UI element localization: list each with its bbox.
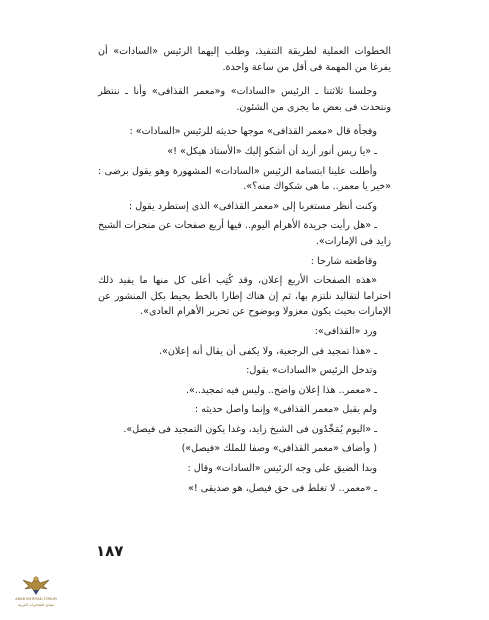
paragraph-16: ( وأضاف «معمر القذافى» وصفا للملك «فيصل») (181, 443, 377, 455)
watermark-line-english: ARAB ENTEFAD FORUM (15, 597, 57, 601)
paragraph-11: ـ «هذا تمجيد فى الرجعية، ولا يكفى أن يقال أنه إعلان». (158, 345, 377, 357)
page-number: ١٨٧ (96, 542, 124, 560)
paragraph-3: وفجأة قال «معمر القذافى» موجها حديثه للرئيس «السادات» : (129, 126, 377, 138)
paragraph-17: وبدا الضيق على وجه الرئيس «السادات» وقال : (187, 463, 377, 475)
body-text (98, 44, 391, 496)
paragraph-12: وتدخل الرئيس «السادات» يقول: (246, 365, 377, 377)
paragraph-7: ـ «هل رأيت جريدة الأهرام اليوم.. فيها أربع صفحات عن منجزات الشيخ زايد فى الإمارات». (98, 220, 391, 247)
paragraph-10: ورد «القذافى»: (314, 325, 377, 337)
paragraph-14: ولم يقبل «معمر القذافى» وإنما واصل حديثه : (194, 404, 377, 416)
paragraph-13: ـ «معمر.. هذا إعلان واضح.. وليس فيه تمجيد..». (185, 384, 377, 396)
paragraph-9: «هذه الصفحات الأربع إعلان، وقد كُتِب أعلى كل منها ما يفيد ذلك احتراما لتقاليد نلتزم بها، ثم إن هناك إطارا بالخط يحيط بكل المنشور عن الإمارات بحيث يكون معزولا وبوضوح عن تحرير الأهرام العادى». (98, 275, 391, 318)
paragraph-2: وجلسنا ثلاثتنا ـ الرئيس «السادات» و«معمر القذافى» وأنا ـ ننتظر ونتحدث فى بعض ما يجرى من الشئون. (98, 86, 391, 113)
paragraph-18: ـ «معمر.. لا تغلط فى حق فيصل، هو صديقى !» (188, 482, 377, 494)
paragraph-1: الخطوات العملية لطريقة التنفيذ، وطلب إليهما الرئيس «السادات» أن يفرغا من المهمة فى أقل من ساعة واحدة. (98, 46, 391, 73)
paragraph-4: ـ «يا ريس أنور أريد أن أشكو إليك «الأستاذ هيكل» !» (167, 145, 377, 157)
watermark-line-arabic: منتدى المخابرات العربية (18, 603, 54, 607)
eagle-emblem-icon (21, 574, 51, 596)
paragraph-5: وأطلت علينا ابتسامة الرئيس «السادات» المشهورة وهو يقول برضى : «خير يا معمر.. ما هى شكواك منه؟». (98, 165, 391, 193)
paragraph-8: وقاطعته شارحا : (310, 255, 377, 267)
forum-watermark-logo (8, 574, 64, 618)
paragraph-15: ـ «اليوم يُمَجِّدُون فى الشيخ زايد، وغدا يكون التمجيد فى فيصل». (123, 423, 377, 435)
paragraph-6: وكنت أنظر مستغربا إلى «معمر القذافى» الذى إستطرد يقول : (128, 200, 377, 212)
